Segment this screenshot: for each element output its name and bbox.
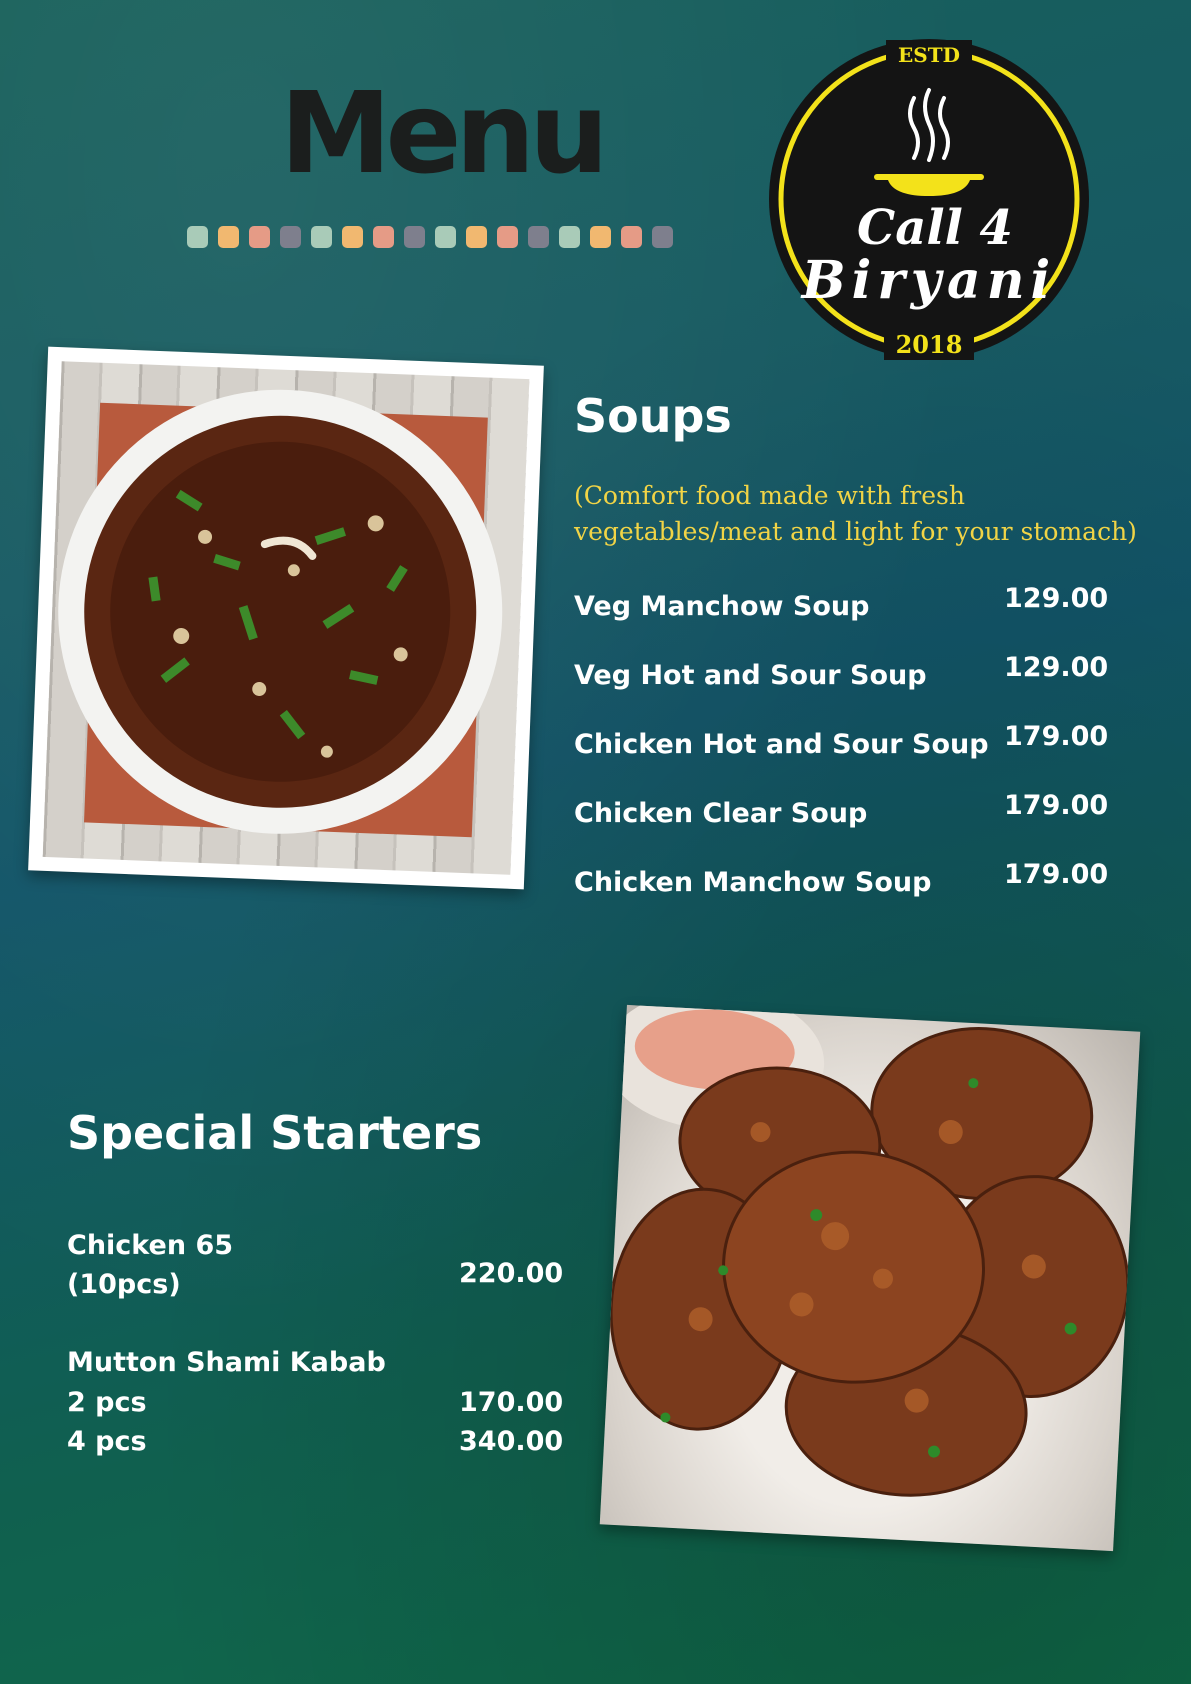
- kebab-plate-image: [600, 1005, 1141, 1551]
- soup-item: [574, 583, 1114, 623]
- soup-item-name: Veg Hot and Sour Soup: [574, 660, 927, 691]
- chicken65-name: Chicken 65: [67, 1230, 234, 1261]
- soup-photo: [28, 347, 544, 890]
- decorative-dot: [187, 226, 208, 248]
- soup-item-price: 129.00: [1004, 583, 1109, 614]
- kabab-price-2: 170.00: [459, 1387, 564, 1418]
- soup-item-name: Veg Manchow Soup: [574, 591, 870, 622]
- decorative-dot: [373, 226, 394, 248]
- soup-item-price: 179.00: [1004, 721, 1109, 752]
- kabab-qty-2: 2 pcs: [67, 1387, 147, 1418]
- logo-line1: Call 4: [857, 200, 1013, 256]
- soup-item-price: 179.00: [1004, 859, 1109, 890]
- soup-item: [574, 652, 1114, 692]
- soup-item: [574, 790, 1114, 830]
- kabab-name: Mutton Shami Kabab: [67, 1347, 386, 1378]
- soups-subtitle-line2: vegetables/meat and light for your stomach): [574, 517, 1137, 546]
- soup-item-name: Chicken Clear Soup: [574, 798, 868, 829]
- decorative-dot: [652, 226, 673, 248]
- decorative-dot: [404, 226, 425, 248]
- soup-item: [574, 721, 1114, 761]
- soups-subtitle: [574, 478, 1174, 550]
- soups-subtitle-line1: (Comfort food made with fresh: [574, 481, 965, 510]
- soup-item-price: 179.00: [1004, 790, 1109, 821]
- decorative-dot: [342, 226, 363, 248]
- kabab-price-4: 340.00: [459, 1426, 564, 1457]
- logo-line2: Biryani: [801, 250, 1057, 311]
- decorative-dot: [280, 226, 301, 248]
- decorative-dots: [187, 226, 673, 248]
- soup-bowl-image: [43, 361, 530, 875]
- kabab-qty-4: 4 pcs: [67, 1426, 147, 1457]
- decorative-dot: [621, 226, 642, 248]
- starters-heading: Special Starters: [67, 1106, 483, 1160]
- decorative-dot: [559, 226, 580, 248]
- decorative-dot: [249, 226, 270, 248]
- kebab-photo: [600, 1005, 1141, 1551]
- soup-item-name: Chicken Hot and Sour Soup: [574, 729, 989, 760]
- decorative-dot: [590, 226, 611, 248]
- call4biryani-logo: [768, 38, 1090, 360]
- chicken65-price: 220.00: [459, 1258, 564, 1289]
- decorative-dot: [497, 226, 518, 248]
- logo-estd: ESTD: [898, 43, 960, 67]
- logo-year: 2018: [895, 330, 963, 359]
- menu-title: Menu: [280, 69, 603, 199]
- decorative-dot: [528, 226, 549, 248]
- decorative-dot: [218, 226, 239, 248]
- soups-heading: Soups: [574, 389, 732, 443]
- decorative-dot: [466, 226, 487, 248]
- chicken65-qty: (10pcs): [67, 1269, 181, 1300]
- soup-item-price: 129.00: [1004, 652, 1109, 683]
- decorative-dot: [435, 226, 456, 248]
- soup-item-name: Chicken Manchow Soup: [574, 867, 932, 898]
- soup-item: [574, 859, 1114, 899]
- decorative-dot: [311, 226, 332, 248]
